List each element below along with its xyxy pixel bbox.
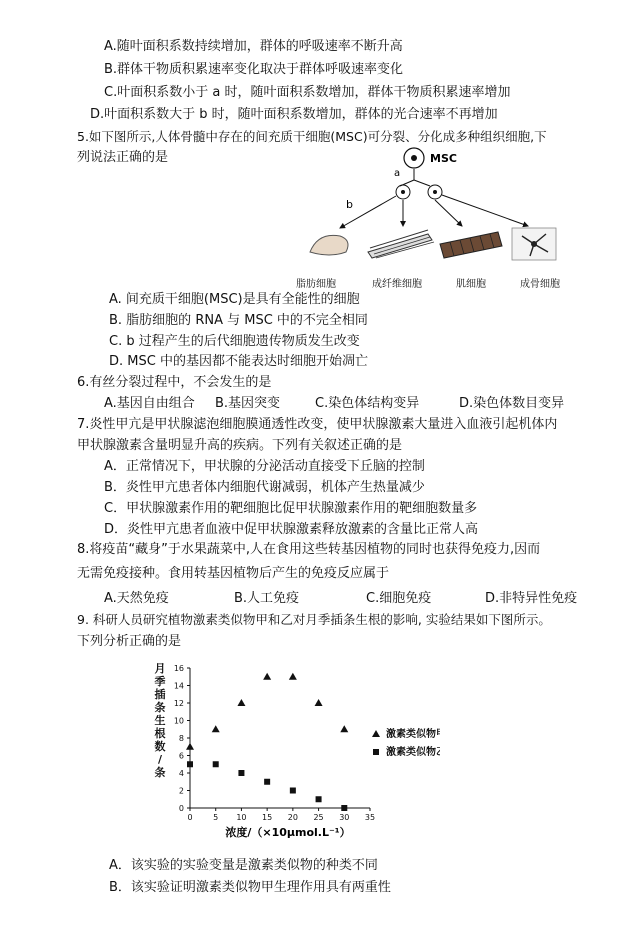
y-axis-label-char: / [157, 753, 163, 766]
q7-option-b: B．炎性甲亢患者体内细胞代谢减弱，机体产生热量减少 [104, 480, 425, 495]
q9-option-b: B．该实验证明激素类似物甲生理作用具有两重性 [109, 880, 391, 895]
q6-stem: 6.有丝分裂过程中，不会发生的是 [77, 375, 272, 390]
q8-option-b: B.人工免疫 [234, 591, 300, 606]
osteoblast-label: 成骨细胞 [520, 279, 560, 290]
q7-option-c: C．甲状腺激素作用的靶细胞比促甲状腺激素作用的靶细胞数量多 [104, 501, 478, 516]
q4-option-c: C.叶面积系数小于 a 时，随叶面积系数增加，群体干物质积累速率增加 [104, 85, 511, 100]
q8-stem-line2: 无需免疫接种。食用转基因植物后产生的免疫反应属于 [77, 566, 390, 581]
x-tick-label: 25 [313, 813, 324, 822]
hormone-a-point [186, 743, 194, 750]
q4-option-b: B.群体干物质积累速率变化取决于群体呼吸速率变化 [104, 62, 404, 77]
hormone-a-point [315, 699, 323, 706]
y-axis-label-char: 插 [154, 688, 166, 701]
rooting-chart [150, 660, 440, 840]
x-tick-label: 0 [187, 813, 193, 822]
q9-stem-line1: 9. 科研人员研究植物激素类似物甲和乙对月季插条生根的影响, 实验结果如下图所示。 [77, 612, 551, 627]
hormone-a-point [340, 725, 348, 732]
q9-stem-line2: 下列分析正确的是 [77, 634, 182, 649]
y-axis-label-char: 季 [154, 675, 166, 688]
msc-differentiation-figure [290, 140, 590, 300]
hormone-b-point [264, 779, 270, 785]
q6-option-b: B.基因突变 [215, 396, 281, 411]
q5-option-a: A. 间充质干细胞(MSC)是具有全能性的细胞 [109, 292, 360, 307]
x-tick-label: 15 [262, 813, 273, 822]
msc-cell [404, 148, 424, 168]
q8-option-c: C.细胞免疫 [366, 591, 432, 606]
q6-option-c: C.染色体结构变异 [315, 396, 420, 411]
hormone-a-point [289, 673, 297, 680]
legend-label-a: 激素类似物甲 [386, 729, 440, 740]
q5-option-c: C. b 过程产生的后代细胞遗传物质发生改变 [109, 334, 360, 349]
legend-marker-b [373, 749, 379, 755]
y-tick-label: 12 [173, 699, 184, 708]
y-axis-label-char: 条 [154, 701, 166, 714]
hormone-a-point [237, 699, 245, 706]
q8-option-a: A.天然免疫 [104, 591, 169, 606]
q6-option-d: D.染色体数目变异 [459, 396, 565, 411]
y-tick-label: 14 [173, 681, 184, 691]
daughter-cell-left [396, 185, 410, 199]
y-tick-label: 2 [178, 786, 184, 796]
label-b: b [346, 198, 353, 211]
hormone-b-point [316, 796, 322, 802]
x-tick-label: 5 [213, 813, 219, 822]
hormone-b-point [290, 788, 296, 794]
hormone-b-point [341, 805, 347, 811]
q4-option-d: D.叶面积系数大于 b 时，随叶面积系数增加，群体的光合速率不再增加 [90, 107, 498, 122]
q6-option-a: A.基因自由组合 [104, 396, 195, 411]
y-tick-label: 0 [178, 804, 184, 813]
y-axis-label-char: 生 [154, 714, 166, 727]
q7-option-d: D．炎性甲亢患者血液中促甲状腺激素释放激素的含量比正常人高 [104, 522, 479, 537]
q5-option-d: D. MSC 中的基因都不能表达时细胞开始凋亡 [109, 354, 368, 369]
q7-stem-line2: 甲状腺激素含量明显升高的疾病。下列有关叙述正确的是 [77, 438, 403, 453]
q4-option-a: A.随叶面积系数持续增加，群体的呼吸速率不断升高 [104, 39, 403, 54]
hormone-b-point [213, 761, 219, 767]
hormone-a-point [263, 673, 271, 680]
legend-label-b: 激素类似物乙 [386, 747, 440, 758]
fat-cell-drawing [310, 235, 348, 255]
fibroblast-label: 成纤维细胞 [372, 279, 422, 290]
msc-label: MSC [430, 152, 457, 165]
fat-cell-label: 脂肪细胞 [296, 279, 336, 290]
q8-stem-line1: 8.将疫苗“藏身”于水果蔬菜中,人在食用这些转基因植物的同时也获得免疫力,因而 [77, 542, 541, 557]
y-axis-label-char: 根 [154, 727, 166, 740]
osteoblast-drawing [512, 228, 556, 260]
y-tick-label: 6 [178, 751, 184, 761]
x-tick-label: 30 [339, 813, 350, 822]
rooting-chart-svg [150, 660, 440, 840]
y-tick-label: 8 [178, 734, 184, 743]
hormone-b-point [238, 770, 244, 776]
daughter-cell-right [428, 185, 442, 199]
hormone-b-point [187, 761, 193, 767]
y-axis-label-char: 数 [154, 740, 166, 753]
hormone-a-point [212, 725, 220, 732]
x-axis-label: 浓度/（×10μmol.L⁻¹） [225, 826, 351, 839]
y-axis-label-char: 月 [154, 662, 166, 675]
x-tick-label: 10 [236, 813, 247, 822]
q5-stem-line2: 列说法正确的是 [77, 150, 169, 165]
legend-marker-a [372, 730, 380, 737]
y-tick-label: 16 [173, 664, 184, 673]
y-axis-label-char: 条 [154, 766, 166, 779]
x-tick-label: 35 [364, 813, 376, 822]
q5-option-b: B. 脂肪细胞的 RNA 与 MSC 中的不完全相同 [109, 313, 368, 328]
x-tick-label: 20 [287, 813, 298, 822]
q5-stem-line1: 5.如下图所示,人体骨髓中存在的间充质干细胞(MSC)可分裂、分化成多种组织细胞,下 [77, 129, 547, 144]
q7-option-a: A．正常情况下，甲状腺的分泌活动直接受下丘脑的控制 [104, 459, 425, 474]
y-tick-label: 10 [173, 716, 184, 726]
label-a: a [394, 168, 401, 179]
q8-option-d: D.非特异性免疫 [485, 591, 578, 606]
muscle-cell-label: 肌细胞 [456, 279, 486, 290]
y-tick-label: 4 [178, 769, 184, 778]
muscle-cell-drawing [440, 232, 502, 258]
q9-option-a: A．该实验的实验变量是激素类似物的种类不同 [109, 858, 378, 873]
fibroblast-drawing [368, 230, 434, 258]
q7-stem-line1: 7.炎性甲亢是甲状腺滤泡细胞膜通透性改变，使甲状腺激素大量进入血液引起机体内 [77, 417, 558, 432]
